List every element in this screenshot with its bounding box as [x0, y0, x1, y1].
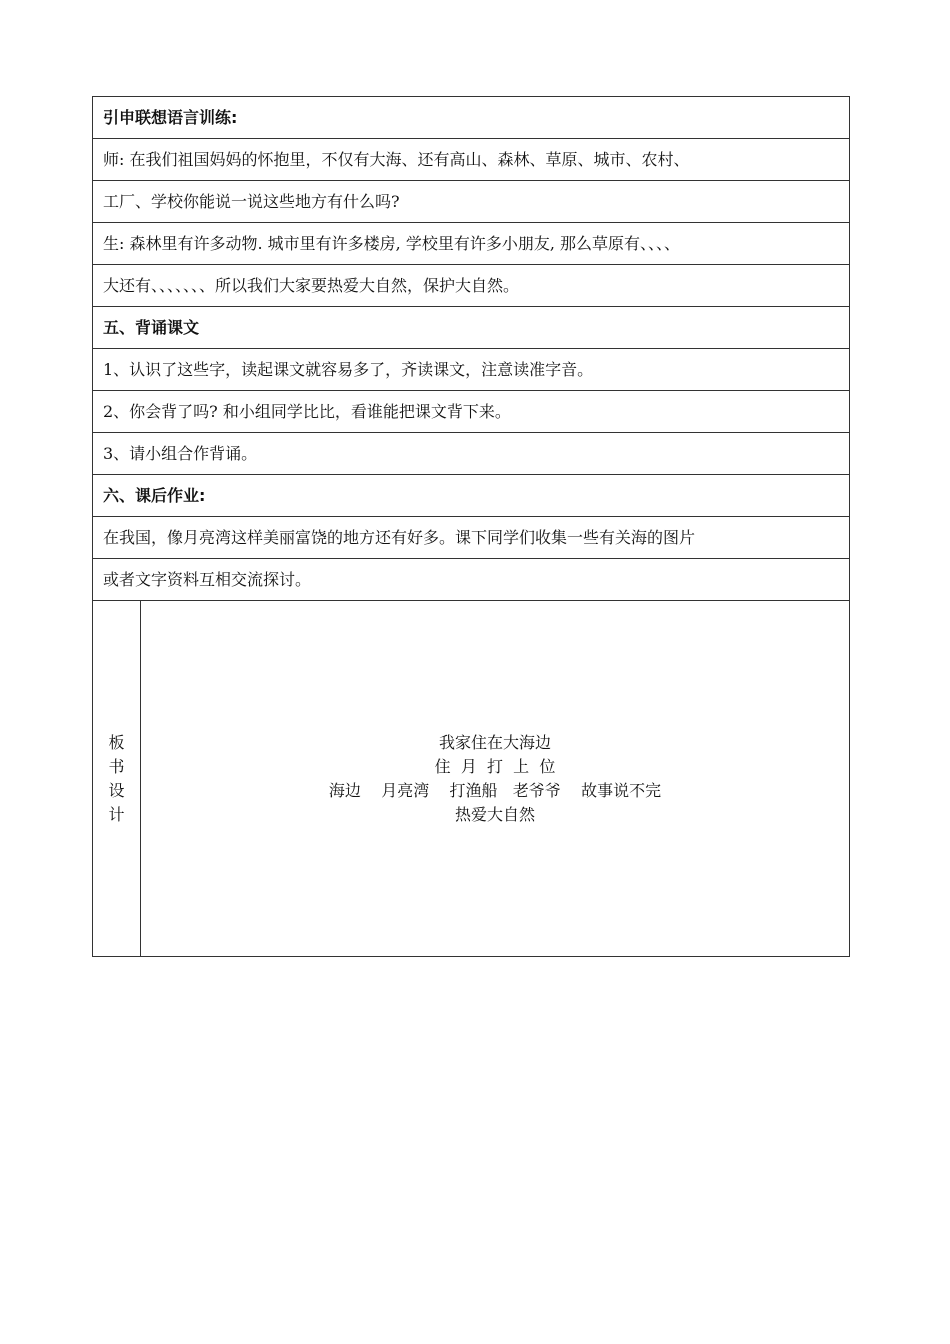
- teacher-line-cont: 工厂、学校你能说一说这些地方有什么吗?: [93, 181, 850, 223]
- board-design: [141, 731, 849, 827]
- recite-step-1: 1、认识了这些字，读起课文就容易多了，齐读课文，注意读准字音。: [93, 349, 850, 391]
- homework-text: 在我国，像月亮湾这样美丽富饶的地方还有好多。课下同学们收集一些有关海的图片: [93, 517, 850, 559]
- section-heading-extension: 引申联想语言训练:: [93, 97, 850, 139]
- table-row: [93, 97, 850, 139]
- lesson-plan-page: [92, 96, 849, 957]
- section-heading-homework: 六、课后作业:: [93, 475, 850, 517]
- board-theme: 热爱大自然: [454, 805, 535, 824]
- board-design-cell: [141, 601, 850, 957]
- board-title: 我家住在大海边: [438, 733, 551, 752]
- homework-text-cont: 或者文字资料互相交流探讨。: [93, 559, 850, 601]
- table-row: [93, 349, 850, 391]
- board-characters: 住 月 打 上 位: [434, 757, 556, 776]
- table-row: [93, 265, 850, 307]
- student-line-cont: 大还有、、、、、、、所以我们大家要热爱大自然，保护大自然。: [93, 265, 850, 307]
- recite-step-2: 2、你会背了吗? 和小组同学比比，看谁能把课文背下来。: [93, 391, 850, 433]
- table-row: [93, 433, 850, 475]
- board-design-label: 板书设计: [108, 732, 125, 824]
- student-line: 生: 森林里有许多动物. 城市里有许多楼房, 学校里有许多小朋友, 那么草原有、、、、: [93, 223, 850, 265]
- lesson-plan-table: [92, 96, 850, 957]
- board-keywords: 海边 月亮湾 打渔船 老爷爷 故事说不完: [328, 781, 662, 800]
- table-row: [93, 601, 850, 957]
- table-row: [93, 391, 850, 433]
- table-row: [93, 307, 850, 349]
- section-heading-recite: 五、背诵课文: [93, 307, 850, 349]
- table-row: [93, 559, 850, 601]
- table-row: [93, 475, 850, 517]
- recite-step-3: 3、请小组合作背诵。: [93, 433, 850, 475]
- table-row: [93, 223, 850, 265]
- table-row: [93, 517, 850, 559]
- teacher-line: 师: 在我们祖国妈妈的怀抱里，不仅有大海、还有高山、森林、草原、城市、农村、: [93, 139, 850, 181]
- table-row: [93, 139, 850, 181]
- board-design-label-cell: [93, 601, 141, 957]
- table-row: [93, 181, 850, 223]
